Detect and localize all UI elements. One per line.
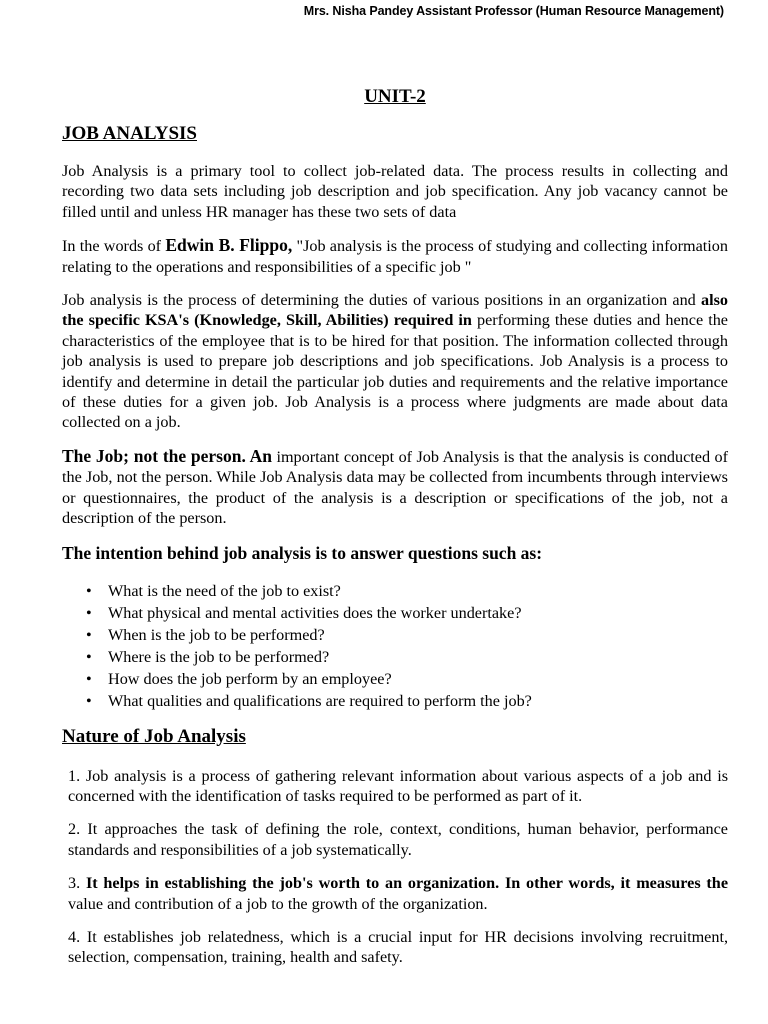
paragraph-definition-rest: performing these duties and hence the characteristics of the employee that is to be hired for that position. The information collected through job analysis is used to prepare job descriptions and job specifications. Job Analysis is a process to identify and determine in detail the particular job duties and requirements and the relative importance of these duties for a given job. Job Analysis is a process where judgments are made about data collected on a job.: [62, 311, 728, 432]
intention-heading: The intention behind job analysis is to answer questions such as:: [62, 542, 543, 563]
job-not-person-lead: The Job; not the person. An: [62, 445, 273, 466]
paragraph-definition-lead: Job analysis is the process of determining the duties of various positions in an organization and: [62, 291, 701, 310]
nature-point-2: 2. It approaches the task of defining the role, context, conditions, human behavior, performance standards and responsibilities of a job systematically.: [68, 820, 728, 859]
author-name: Edwin B. Flippo,: [165, 235, 293, 256]
list-item: • What qualities and qualifications are required to perform the job?: [108, 690, 728, 712]
nature-point-4: 4. It establishes job relatedness, which is a crucial input for HR decisions involving recruitment, selection, compensation, training, health and safety.: [68, 927, 728, 967]
nature-point-1: 1. Job analysis is a process of gathering relevant information about various aspects of a job and is concerned with the identification of tasks required to be performed as part of it.: [68, 766, 728, 805]
paragraph-flippo-rest: "Job analysis is the process of studying and collecting information relating to the operations and responsibilities of a specific job ": [62, 237, 728, 276]
paragraph-flippo-quote: [62, 235, 728, 277]
nature-point-3-bold: It helps in establishing the job's worth to an organization. In other words, it measures the: [85, 874, 728, 893]
nature-point-3-rest: value and contribution of a job to the growth of the organization.: [68, 894, 488, 913]
list-item: • What is the need of the job to exist?: [108, 580, 728, 602]
paragraph-definition: [62, 290, 728, 433]
nature-point-3-number: 3.: [68, 874, 86, 893]
nature-heading: Nature of Job Analysis: [62, 725, 246, 747]
questions-list: [62, 580, 728, 712]
paragraph-job-not-person: [62, 446, 728, 529]
list-item: • Where is the job to be performed?: [108, 646, 728, 668]
list-item: • When is the job to be performed?: [108, 624, 728, 646]
paragraph-job-not-person-rest: important concept of Job Analysis is that the analysis is conducted of the Job, not the person. While Job Analysis data may be collected from incumbents through interviews or questionnaires, the product of the analysis is a description or specifications of the job, not a description of the person.: [62, 447, 728, 528]
document-page: [62, 86, 728, 968]
paragraph-flippo-lead: In the words of: [62, 237, 166, 256]
page-header-author: Mrs. Nisha Pandey Assistant Professor (Human Resource Management): [303, 4, 724, 18]
section-title: JOB ANALYSIS: [62, 123, 197, 144]
list-item: • What physical and mental activities does the worker undertake?: [108, 602, 728, 624]
nature-point-3: [62, 873, 728, 914]
ksa-text: also the specific KSA's (Knowledge, Skill, Abilities) required in: [62, 291, 728, 330]
unit-title: UNIT-2: [364, 86, 426, 107]
paragraph-intro: Job Analysis is a primary tool to collect job-related data. The process results in collecting and recording two data sets including job description and job specification. Any job vacancy cannot be filled until and unless HR manager has these two sets of data: [62, 162, 728, 221]
list-item: • How does the job perform by an employee?: [108, 668, 728, 690]
